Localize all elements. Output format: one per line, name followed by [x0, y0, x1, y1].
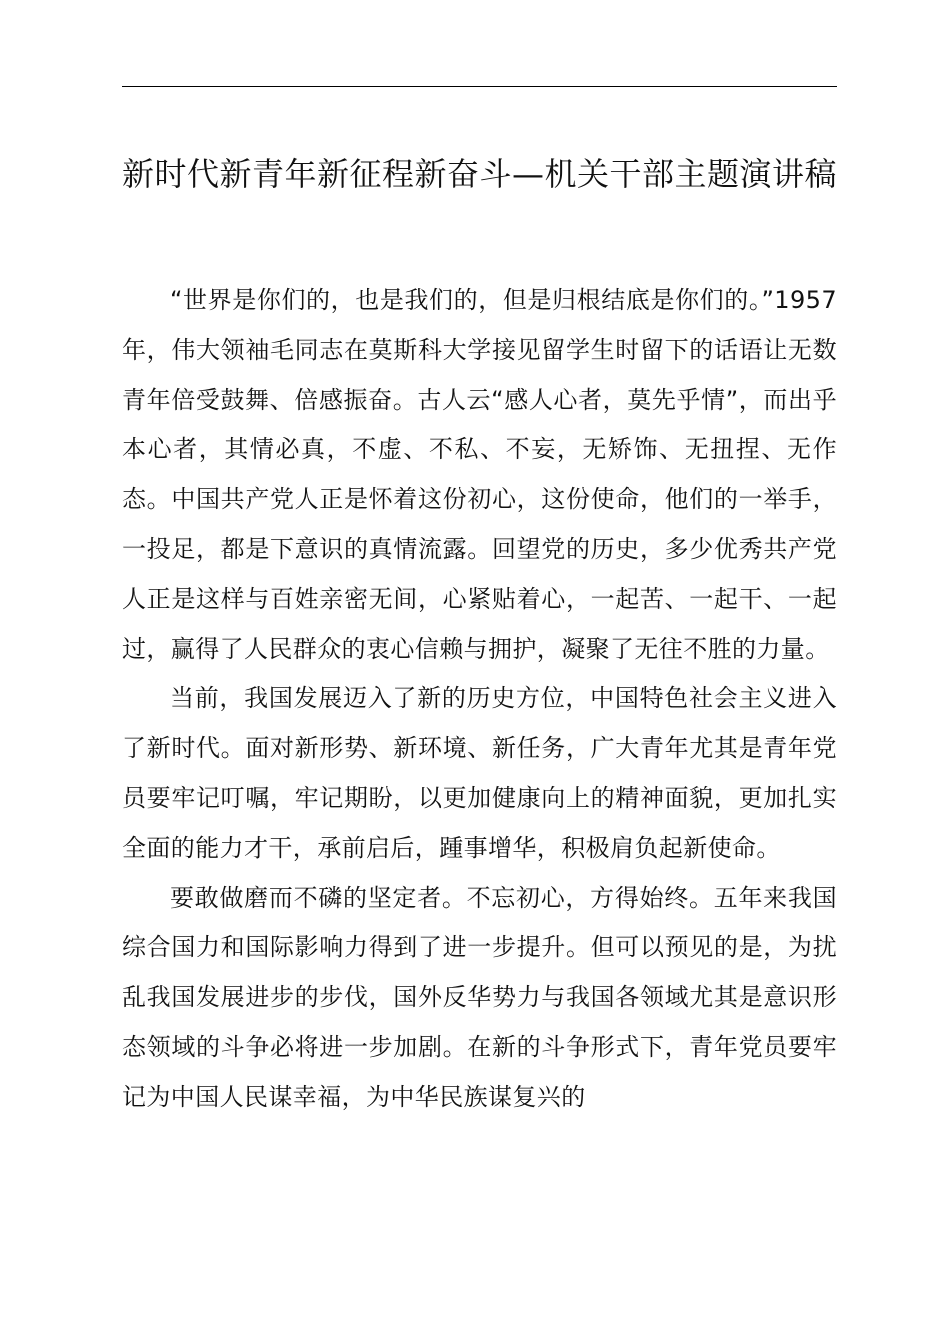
paragraph: “世界是你们的，也是我们的，但是归根结底是你们的。”1957年，伟大领袖毛同志在莫斯科大学接见留学生时留下的话语让无数青年倍受鼓舞、倍感振奋。古人云“感人心者，莫先乎情”，而出乎本心者，其情必真，不虚、不私、不妄，无矫饰、无扭捏、无作态。中国共产党人正是怀着这份初心，这份使命，他们的一举手，一投足，都是下意识的真情流露。回望党的历史，多少优秀共产党人正是这样与百姓亲密无间，心紧贴着心，一起苦、一起干、一起过，赢得了人民群众的衷心信赖与拥护，凝聚了无往不胜的力量。 [122, 286, 837, 663]
paragraph: 要敢做磨而不磷的坚定者。不忘初心，方得始终。五年来我国综合国力和国际影响力得到了进一步提升。但可以预见的是，为扰乱我国发展进步的步伐，国外反华势力与我国各领域尤其是意识形态领域的斗争必将进一步加剧。在新的斗争形式下，青年党员要牢记为中国人民谋幸福，为中华民族谋复兴的 [122, 883, 837, 1111]
document-title: 新时代新青年新征程新奋斗—机关干部主题演讲稿 [122, 155, 838, 193]
document-body [122, 276, 837, 1123]
paragraph: 当前，我国发展迈入了新的历史方位，中国特色社会主义进入了新时代。面对新形势、新环境、新任务，广大青年尤其是青年党员要牢记叮嘱，牢记期盼，以更加健康向上的精神面貌，更加扎实全面的能力才干，承前启后，踵事增华，积极肩负起新使命。 [122, 684, 837, 862]
header-divider [122, 86, 837, 87]
